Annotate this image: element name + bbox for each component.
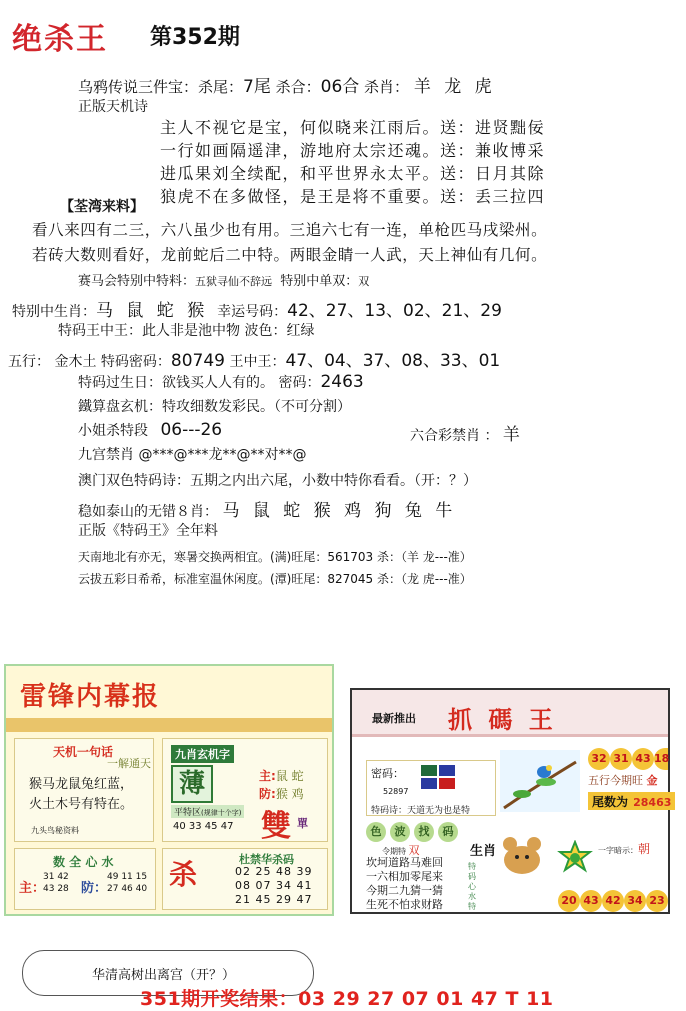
tiesuan-label: 鐵算盘玄机： bbox=[78, 399, 162, 415]
wave-value: 红绿 bbox=[286, 323, 315, 339]
source-label: 【荃湾来料】 bbox=[60, 199, 144, 215]
result-label: 351期开奖结果： bbox=[140, 988, 299, 1010]
suxin-title: 数 全 心 水 bbox=[53, 855, 114, 869]
result-numbers: 03 29 27 07 01 47 T 11 bbox=[298, 988, 554, 1010]
tianji-card bbox=[14, 738, 154, 842]
ball: 20 bbox=[558, 890, 580, 912]
tianji-sub: 一解通天 bbox=[107, 757, 151, 770]
shengxiao-animals: 马 鼠 蛇 猴 bbox=[96, 301, 209, 321]
kill-he: 06合 bbox=[320, 77, 360, 97]
ban-value: 羊 bbox=[502, 425, 520, 445]
wang-text: 此人非是池中物 bbox=[142, 323, 240, 339]
saima-text: 五狱寻仙不辞远 bbox=[195, 275, 273, 288]
ban-label: 六合彩禁肖 ： bbox=[410, 428, 499, 444]
mima-label: 密码： bbox=[371, 767, 404, 780]
sha-char: 杀 bbox=[169, 858, 198, 891]
row-shengxiao bbox=[12, 296, 502, 321]
bird-image bbox=[500, 750, 580, 812]
stamp-dan: 單 bbox=[297, 817, 308, 830]
treasure-line bbox=[78, 72, 496, 97]
pingte-label: 平特区(规律十个字) bbox=[171, 805, 244, 818]
xiaojie-label: 小姐杀特段 bbox=[78, 423, 148, 439]
page-title: 绝杀王 bbox=[12, 22, 108, 57]
birthday-label: 特码过生日： bbox=[78, 375, 162, 391]
ball: 18 bbox=[654, 748, 668, 770]
tiesuan-text: 特攻细数发彩民。（不可分割） bbox=[162, 399, 351, 415]
row-jiugong bbox=[78, 444, 306, 464]
zm-poem-text: 天道无为也是特 bbox=[407, 806, 471, 816]
danshuang-value: 双 bbox=[358, 275, 370, 288]
xiaojie-value: 06---26 bbox=[160, 420, 223, 440]
jiuxiao-card bbox=[162, 738, 328, 842]
tianji-line: 火土木号有特在。 bbox=[29, 797, 134, 812]
poem-block bbox=[160, 116, 545, 208]
row-quannian: 正版《特码王》全年料 bbox=[78, 523, 218, 539]
danshuang-label: 特别中单双： bbox=[280, 274, 359, 289]
weishu-box: 尾数为 28463 bbox=[588, 792, 675, 810]
tianji-text bbox=[29, 775, 133, 815]
pwd-value: 2463 bbox=[320, 372, 364, 392]
row-xiaojie bbox=[78, 420, 222, 440]
riddle-line: 看八来四有二三，六八虽少也有用。三追六七有一连，单枪匹马戌梁州。 bbox=[32, 221, 548, 239]
wave-label: 波色： bbox=[244, 323, 287, 339]
zm-title: 抓 碼 王 bbox=[448, 706, 557, 734]
ball: 42 bbox=[602, 890, 624, 912]
logo-icon bbox=[421, 765, 455, 789]
riddle-block bbox=[32, 218, 547, 268]
zhu-label: 主: bbox=[259, 769, 276, 783]
lingmu-line: 令期特 双 bbox=[382, 844, 420, 857]
suxin-zhu-label: 主： bbox=[19, 881, 46, 896]
ball: 43 bbox=[580, 890, 602, 912]
tianji-foot: 九头鸟秘资料 bbox=[31, 826, 79, 835]
row-saima bbox=[78, 270, 369, 289]
fang-label: 防: bbox=[259, 787, 276, 801]
kill-animal-label: 杀肖： bbox=[364, 78, 410, 96]
poem-line: 一行如画隔遥津，游地府太宗还魂。送：兼收博采 bbox=[160, 141, 546, 160]
suxin-zhu-numbers: 31 42 43 28 bbox=[43, 872, 69, 894]
tag-code: 码 bbox=[438, 822, 458, 842]
wuxing-label: 五行： bbox=[8, 354, 50, 370]
pwd-label: 密码： bbox=[278, 375, 321, 391]
kill-tail: 7尾 bbox=[243, 77, 271, 97]
te-label: 特码心水特 bbox=[468, 862, 476, 911]
row-wuxing bbox=[8, 346, 500, 371]
poem-line: 主人不视它是宝，何似晓来江雨后。送：进贤黜佞 bbox=[160, 118, 546, 137]
lucky-numbers: 42、27、13、02、21、29 bbox=[287, 301, 502, 321]
kill-animals: 羊 龙 虎 bbox=[413, 77, 496, 97]
riddle-line: 若砖大数则看好，龙前蛇后二中特。两眼金睛一人武，天上神仙有几何。 bbox=[32, 246, 548, 264]
suxin-card bbox=[14, 848, 156, 910]
issue-number: 第352期 bbox=[150, 25, 240, 50]
row-wang bbox=[58, 320, 314, 340]
suxin-fang-label: 防： bbox=[81, 881, 108, 896]
lucky-label: 幸运号码： bbox=[217, 304, 288, 320]
annual-line: 天南地北有亦无，寒暑交换两相宜。(满)旺尾：561703 杀：（羊 龙---准） bbox=[78, 550, 472, 564]
ball: 31 bbox=[610, 748, 632, 770]
zm-poem4: 坎坷道路马难回 一六相加零尾来 今期二九猜一猜 生死不怕求财路 bbox=[366, 856, 443, 911]
row-aomen bbox=[78, 470, 477, 490]
poem-title: 正版天机诗 bbox=[78, 99, 148, 115]
leifeng-panel bbox=[4, 664, 334, 916]
shahuo-numbers: 02 25 48 39 08 07 34 41 21 45 29 47 bbox=[235, 865, 313, 906]
tianji-line: 猴马龙鼠兔红蓝， bbox=[29, 777, 134, 792]
row-taishan bbox=[78, 496, 456, 521]
ball: 43 bbox=[632, 748, 654, 770]
taishan-animals: 马 鼠 蛇 猴 鸡 狗 兔 牛 bbox=[222, 501, 457, 521]
pingte-numbers: 40 33 45 47 bbox=[173, 821, 234, 832]
ball: 32 bbox=[588, 748, 610, 770]
shengxiao-label: 生肖 bbox=[470, 844, 497, 859]
annual-block bbox=[78, 546, 472, 590]
row-tiesuan bbox=[78, 396, 351, 416]
ball: 23 bbox=[646, 890, 668, 912]
aomen-label: 澳门双色特码诗： bbox=[78, 473, 190, 489]
shengxiao-label: 特别中生肖： bbox=[12, 304, 96, 320]
tag-wave: 波 bbox=[390, 822, 410, 842]
shahuo-card bbox=[162, 848, 328, 910]
poem-line: 狼虎不在多做怪，是王是将不重要。送：丢三拉四 bbox=[160, 187, 546, 206]
annual-line: 云拔五彩日希希，标准室温休闲度。(潭)旺尾：827045 杀：（龙 虎---准） bbox=[78, 572, 472, 586]
jiugong-value: @***@***龙**@**对**@ bbox=[138, 447, 307, 463]
zm-poem-label: 特码诗： bbox=[371, 806, 408, 816]
tianji-title: 天机一句话 bbox=[53, 745, 114, 759]
code-label: 特码密码： bbox=[100, 354, 171, 370]
mima-card bbox=[366, 760, 496, 816]
taishan-label: 稳如泰山的无错８肖： bbox=[78, 504, 218, 520]
treasure-label: 乌鸦传说三件宝：杀尾： bbox=[78, 78, 244, 96]
tag-find: 找 bbox=[414, 822, 434, 842]
mima-value: 52897 bbox=[383, 787, 409, 796]
saima-label: 赛马会特别中特料： bbox=[78, 274, 196, 289]
tag-color: 色 bbox=[366, 822, 386, 842]
zhu-fang bbox=[259, 767, 304, 803]
ban-animal bbox=[410, 420, 520, 445]
wzw-label: 王中王： bbox=[229, 354, 286, 370]
stamp-shuang: 雙 bbox=[261, 809, 291, 844]
zm-pre: 最新推出 bbox=[372, 712, 416, 725]
shahuo-title: 杜禁华杀码 bbox=[239, 853, 294, 866]
fang-values: 猴 鸡 bbox=[275, 787, 304, 801]
jiugong-label: 九宫禁肖 bbox=[78, 447, 134, 463]
zhu-values: 鼠 蛇 bbox=[275, 769, 304, 783]
zhuama-panel bbox=[350, 688, 670, 914]
kill-he-label: 杀合： bbox=[270, 78, 321, 96]
wuxing-elements: 金木土 bbox=[54, 354, 97, 370]
yizi-line: 一字暗示：朝 bbox=[598, 842, 651, 856]
poem-line: 进瓜果刘全续配，和平世界永太平。送：日月其除 bbox=[160, 164, 546, 183]
aomen-text: 五期之内出六尾，小数中特你看看。（开：？） bbox=[190, 473, 477, 489]
stamp-bo: 薄 bbox=[171, 765, 213, 803]
leifeng-title: 雷锋内幕报 bbox=[20, 682, 161, 712]
ball: 34 bbox=[624, 890, 646, 912]
cloud-text: 华清高树出离宫（开？） bbox=[92, 968, 236, 983]
jiuxiao-title: 九肖玄机字 bbox=[171, 745, 234, 763]
wang-label: 特码王中王： bbox=[58, 323, 142, 339]
result-line bbox=[140, 984, 554, 1011]
zm-poem-line bbox=[371, 803, 470, 816]
panel-band bbox=[6, 718, 332, 732]
row-birthday bbox=[78, 372, 364, 392]
suxin-fang-numbers: 49 11 15 27 46 40 bbox=[107, 872, 148, 894]
wzw-numbers: 47、04、37、08、33、01 bbox=[285, 351, 501, 371]
mouse-icon bbox=[492, 830, 552, 878]
code-value: 80749 bbox=[170, 351, 225, 371]
snake-icon bbox=[552, 840, 598, 876]
wuxing-label: 五行今期旺 金 bbox=[588, 774, 658, 787]
birthday-text: 欲钱买人人有的。 bbox=[162, 375, 274, 391]
